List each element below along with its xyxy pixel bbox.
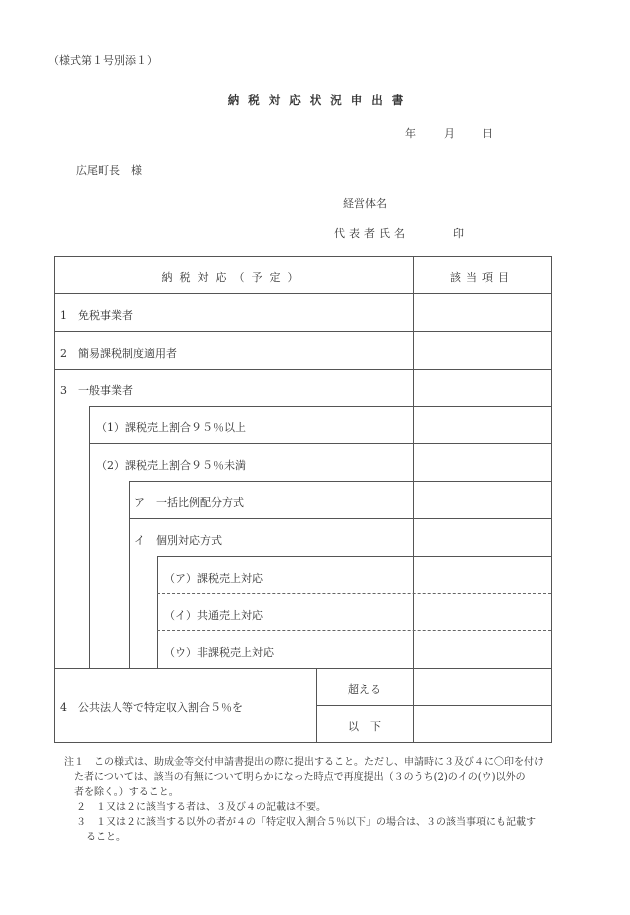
applicable-cell-3-2-a[interactable] — [414, 482, 551, 518]
note-2: ２ １又は２に該当する者は、３及び４の記載は不要。 — [76, 802, 326, 813]
row-label-4: 4 公共法人等で特定収入割合５％を — [60, 701, 243, 714]
table-border-bottom — [54, 742, 552, 743]
note-1-line-1: 注１ この様式は、助成金等交付申請書提出の際に提出すること。ただし、申請時に３及び４に〇印を付け — [64, 757, 544, 768]
column-header-applicable: 該当項目 — [450, 271, 514, 284]
row-label-3-1: （1）課税売上割合９５％以上 — [96, 421, 246, 434]
indent-border-level3 — [157, 556, 158, 668]
addressee: 広尾町長 様 — [76, 164, 142, 177]
applicable-cell-3-2[interactable] — [414, 444, 551, 481]
applicable-cell-3-2-i-a[interactable] — [414, 557, 551, 593]
applicable-cell-3-2-i-u[interactable] — [414, 631, 551, 668]
row-label-3-2-a: ア 一括比例配分方式 — [134, 496, 244, 509]
note-3-line-1: ３ １又は２に該当する以外の者が４の「特定収入割合５％以下」の場合は、３の該当事項にも記載す — [76, 817, 536, 828]
date-month-label: 月 — [444, 127, 455, 140]
table-border-left — [54, 256, 55, 743]
applicable-cell-3-2-i-i[interactable] — [414, 594, 551, 630]
seal-label: 印 — [453, 227, 464, 240]
entity-name-label: 経営体名 — [343, 197, 387, 210]
form-id: （様式第１号別添１） — [48, 54, 158, 67]
row4-option-exceeds: 超える — [348, 683, 381, 696]
applicable-cell-2[interactable] — [414, 332, 551, 369]
applicable-cell-3-1[interactable] — [414, 407, 551, 443]
row-label-3-2: （2）課税売上割合９５％未満 — [96, 459, 246, 472]
indent-border-level1 — [89, 406, 90, 668]
date-year-label: 年 — [405, 127, 416, 140]
column-header-tax-response: 納税対応（予定） — [161, 271, 306, 284]
note-3-line-2: ること。 — [86, 832, 126, 843]
note-1-line-2: た者については、該当の有無について明らかになった時点で再度提出（３のうち(2)のイの(ウ)以外の — [74, 772, 526, 783]
note-1-line-3: 者を除く。）すること。 — [74, 787, 179, 798]
row-label-3-2-i-a: （ア）課税売上対応 — [164, 572, 263, 585]
row-label-3-2-i: イ 個別対応方式 — [134, 534, 222, 547]
indent-border-level2 — [129, 481, 130, 668]
table-border-right — [551, 256, 552, 743]
date-day-label: 日 — [482, 127, 493, 140]
row-label-3-2-i-i: （イ）共通売上対応 — [164, 609, 263, 622]
applicable-cell-4-below[interactable] — [414, 706, 551, 742]
representative-name-label: 代表者氏名 — [334, 227, 409, 240]
table-border-top — [54, 256, 552, 257]
notes — [64, 755, 584, 845]
applicable-cell-3[interactable] — [414, 370, 551, 406]
applicable-cell-4-exceeds[interactable] — [414, 669, 551, 705]
row4-option-below: 以 下 — [348, 720, 381, 733]
row-label-1: 1 免税事業者 — [60, 309, 133, 322]
applicable-cell-1[interactable] — [414, 294, 551, 331]
applicable-cell-3-2-i[interactable] — [414, 519, 551, 556]
row-label-2: 2 簡易課税制度適用者 — [60, 347, 177, 360]
row-label-3-2-i-u: （ウ）非課税売上対応 — [164, 646, 274, 659]
row-label-3: 3 一般事業者 — [60, 384, 133, 397]
page-title: 納税対応状況申出書 — [227, 93, 413, 107]
